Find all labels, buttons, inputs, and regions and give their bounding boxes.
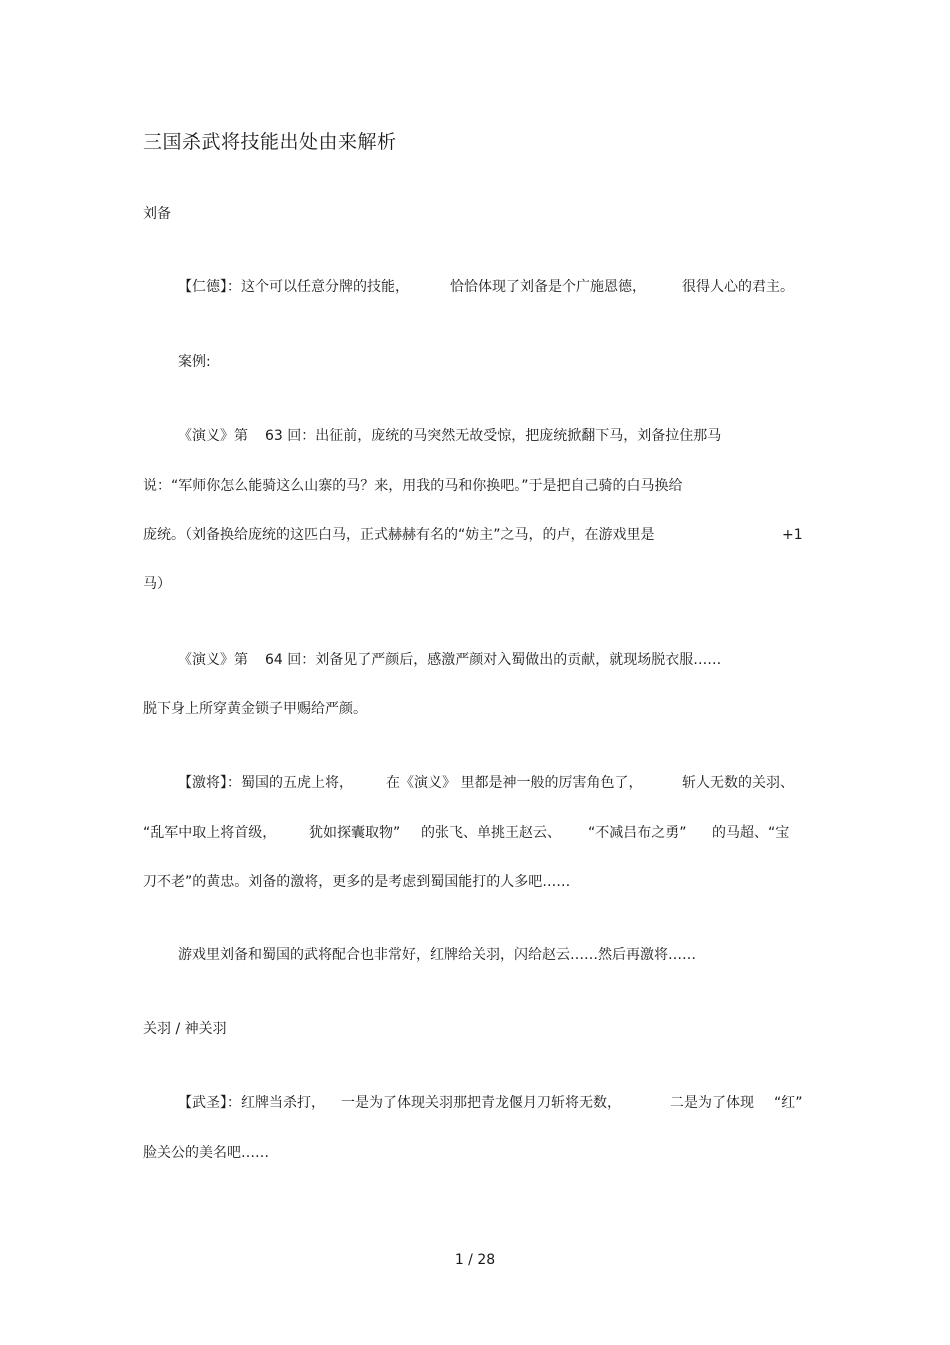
skill-wusheng-line-2: 脸关公的美名吧…… [143, 1145, 269, 1161]
section-heading-liubei: 刘备 [143, 206, 171, 222]
example-1-line-2: 说：“军师你怎么能骑这么山寨的马？来，用我的马和你换吧。”于是把自己骑的白马换给 [143, 478, 683, 494]
page-number: 1 / 28 [454, 1252, 496, 1268]
example-2-line-2: 脱下身上所穿黄金锁子甲赐给严颜。 [143, 701, 367, 717]
page-title: 三国杀武将技能出处由来解析 [143, 131, 397, 153]
document-page: 三国杀武将技能出处由来解析 刘备 【仁德】：这个可以任意分牌的技能， 恰恰体现了刘备是个广施恩德， 很得人心的君主。 案例: 《演义》第 63 回：出征前，庞统的马突然无故受惊，把庞统掀翻下马，刘备拉住那马 说：“军师你怎么能骑这么山寨的马？来，用我的马和你换吧。”于是把自己骑的白马换给 庞统。（刘备换给庞统的这匹白马，正式赫赫有名的“妨主”之马，的卢，在游戏里是 +1 马） 《演义》第 64 回：刘备见了严颜后，感激严颜对入蜀做出的贡献，就现场脱衣服…… 脱下身上所穿黄金锁子甲赐给严颜。 【激将】：蜀国的五虎上将， 在《演义》 里都是神一般的厉害角色了， 斩人无数的关羽、 “乱军中取上将首级， 犹如探囊取物” 的张飞、单挑王赵云、 “不减吕布之勇” 的马超、“宝 刀不老”的黄忠。刘备的激将，更多的是考虑到蜀国能打的人多吧…… 游戏里刘备和蜀国的武将配合也非常好，红牌给关羽，闪给赵云……然后再激将…… 关羽 / 神关羽 【武圣】：红牌当杀打， 一是为了体现关羽那把青龙偃月刀斩将无数， 二是为了体现 “红” 脸关公的美名吧…… 1 / 28 [0, 0, 950, 1345]
case-label: 案例: [178, 354, 211, 370]
section-heading-guanyu: 关羽 / 神关羽 [143, 1021, 227, 1037]
example-1-line-4: 马） [143, 576, 171, 592]
skill-jijiang-line-3: 刀不老”的黄忠。刘备的激将，更多的是考虑到蜀国能打的人多吧…… [143, 874, 571, 890]
skill-jijiang-line-4: 游戏里刘备和蜀国的武将配合也非常好，红牌给关羽，闪给赵云……然后再激将…… [178, 947, 696, 963]
